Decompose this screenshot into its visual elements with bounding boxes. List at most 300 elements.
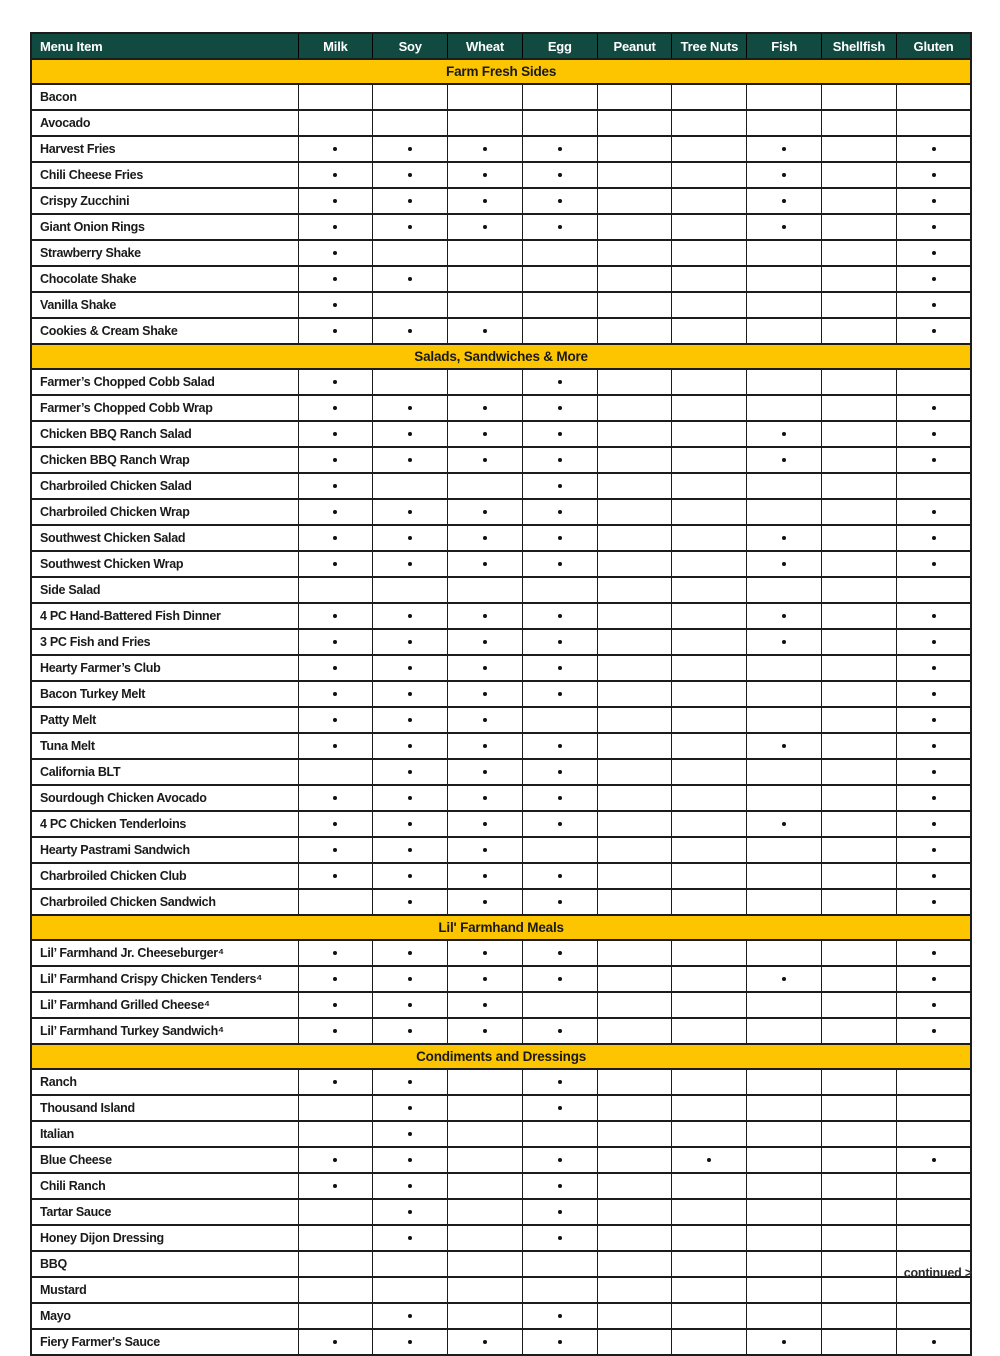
allergen-cell-soy bbox=[373, 1147, 448, 1173]
allergen-dot bbox=[408, 199, 412, 203]
menu-item-row bbox=[31, 84, 971, 110]
allergen-cell-soy bbox=[373, 1199, 448, 1225]
allergen-cell-shellfish bbox=[822, 992, 897, 1018]
allergen-cell-soy bbox=[373, 1018, 448, 1044]
allergen-cell-peanut bbox=[597, 966, 672, 992]
allergen-cell-tree-nuts bbox=[672, 966, 747, 992]
allergen-dot bbox=[932, 562, 936, 566]
allergen-cell-tree-nuts bbox=[672, 1199, 747, 1225]
allergen-cell-egg bbox=[522, 473, 597, 499]
allergen-cell-peanut bbox=[597, 759, 672, 785]
allergen-cell-soy bbox=[373, 655, 448, 681]
menu-item-name: Charbroiled Chicken Sandwich bbox=[31, 889, 298, 915]
allergen-dot bbox=[558, 1080, 562, 1084]
allergen-cell-milk bbox=[298, 110, 373, 136]
allergen-cell-shellfish bbox=[822, 110, 897, 136]
allergen-cell-milk bbox=[298, 447, 373, 473]
allergen-cell-peanut bbox=[597, 240, 672, 266]
allergen-cell-tree-nuts bbox=[672, 214, 747, 240]
allergen-cell-wheat bbox=[448, 551, 523, 577]
allergen-cell-tree-nuts bbox=[672, 992, 747, 1018]
allergen-cell-fish bbox=[747, 603, 822, 629]
allergen-cell-milk bbox=[298, 188, 373, 214]
menu-item-name: Chicken BBQ Ranch Wrap bbox=[31, 447, 298, 473]
allergen-dot bbox=[408, 225, 412, 229]
allergen-dot bbox=[333, 406, 337, 410]
allergen-cell-milk bbox=[298, 577, 373, 603]
allergen-cell-shellfish bbox=[822, 811, 897, 837]
allergen-cell-tree-nuts bbox=[672, 473, 747, 499]
allergen-cell-fish bbox=[747, 811, 822, 837]
allergen-cell-soy bbox=[373, 759, 448, 785]
allergen-cell-tree-nuts bbox=[672, 759, 747, 785]
menu-item-row bbox=[31, 811, 971, 837]
allergen-dot bbox=[333, 562, 337, 566]
allergen-cell-peanut bbox=[597, 940, 672, 966]
allergen-dot bbox=[408, 277, 412, 281]
allergen-dot bbox=[932, 718, 936, 722]
allergen-dot bbox=[782, 744, 786, 748]
allergen-cell-tree-nuts bbox=[672, 863, 747, 889]
menu-item-row bbox=[31, 214, 971, 240]
allergen-dot bbox=[483, 432, 487, 436]
menu-item-name: Avocado bbox=[31, 110, 298, 136]
allergen-cell-egg bbox=[522, 837, 597, 863]
allergen-cell-shellfish bbox=[822, 759, 897, 785]
allergen-cell-gluten bbox=[896, 110, 971, 136]
allergen-cell-peanut bbox=[597, 1069, 672, 1095]
allergen-cell-peanut bbox=[597, 811, 672, 837]
allergen-dot bbox=[932, 666, 936, 670]
allergen-cell-shellfish bbox=[822, 1225, 897, 1251]
allergen-dot bbox=[782, 458, 786, 462]
allergen-cell-milk bbox=[298, 1173, 373, 1199]
allergen-dot bbox=[782, 147, 786, 151]
allergen-cell-egg bbox=[522, 1225, 597, 1251]
allergen-cell-gluten bbox=[896, 1121, 971, 1147]
allergen-dot bbox=[483, 199, 487, 203]
allergen-cell-egg bbox=[522, 369, 597, 395]
menu-item-name: Italian bbox=[31, 1121, 298, 1147]
allergen-dot bbox=[408, 718, 412, 722]
allergen-cell-milk bbox=[298, 1095, 373, 1121]
allergen-dot bbox=[483, 329, 487, 333]
allergen-dot bbox=[333, 510, 337, 514]
allergen-cell-fish bbox=[747, 395, 822, 421]
allergen-cell-peanut bbox=[597, 889, 672, 915]
allergen-dot bbox=[333, 484, 337, 488]
allergen-cell-soy bbox=[373, 603, 448, 629]
allergen-cell-milk bbox=[298, 1251, 373, 1277]
allergen-cell-shellfish bbox=[822, 162, 897, 188]
allergen-cell-tree-nuts bbox=[672, 629, 747, 655]
allergen-cell-tree-nuts bbox=[672, 1173, 747, 1199]
menu-item-row bbox=[31, 447, 971, 473]
allergen-dot bbox=[558, 1210, 562, 1214]
allergen-cell-wheat bbox=[448, 577, 523, 603]
allergen-dot bbox=[483, 458, 487, 462]
allergen-cell-milk bbox=[298, 395, 373, 421]
allergen-cell-milk bbox=[298, 655, 373, 681]
allergen-dot bbox=[483, 173, 487, 177]
menu-item-name: Mayo bbox=[31, 1303, 298, 1329]
menu-item-name: Strawberry Shake bbox=[31, 240, 298, 266]
allergen-cell-wheat bbox=[448, 940, 523, 966]
allergen-cell-tree-nuts bbox=[672, 369, 747, 395]
allergen-cell-shellfish bbox=[822, 603, 897, 629]
allergen-cell-tree-nuts bbox=[672, 785, 747, 811]
allergen-cell-wheat bbox=[448, 1147, 523, 1173]
allergen-cell-milk bbox=[298, 214, 373, 240]
allergen-cell-wheat bbox=[448, 421, 523, 447]
allergen-dot bbox=[558, 432, 562, 436]
allergen-dot bbox=[782, 614, 786, 618]
allergen-cell-tree-nuts bbox=[672, 266, 747, 292]
allergen-cell-peanut bbox=[597, 863, 672, 889]
allergen-cell-gluten bbox=[896, 1173, 971, 1199]
menu-item-name: Charbroiled Chicken Club bbox=[31, 863, 298, 889]
allergen-dot bbox=[932, 1340, 936, 1344]
allergen-cell-peanut bbox=[597, 681, 672, 707]
allergen-cell-milk bbox=[298, 292, 373, 318]
menu-item-name: Lil’ Farmhand Jr. Cheeseburger⁴ bbox=[31, 940, 298, 966]
allergen-cell-shellfish bbox=[822, 707, 897, 733]
allergen-cell-shellfish bbox=[822, 292, 897, 318]
allergen-cell-milk bbox=[298, 966, 373, 992]
allergen-dot bbox=[932, 848, 936, 852]
allergen-cell-egg bbox=[522, 1173, 597, 1199]
menu-item-name: 3 PC Fish and Fries bbox=[31, 629, 298, 655]
allergen-dot bbox=[932, 329, 936, 333]
allergen-dot bbox=[408, 1132, 412, 1136]
allergen-cell-gluten bbox=[896, 681, 971, 707]
menu-item-name: Bacon bbox=[31, 84, 298, 110]
allergen-cell-wheat bbox=[448, 266, 523, 292]
menu-item-name: Chili Ranch bbox=[31, 1173, 298, 1199]
allergen-cell-shellfish bbox=[822, 395, 897, 421]
allergen-cell-fish bbox=[747, 889, 822, 915]
allergen-cell-fish bbox=[747, 707, 822, 733]
allergen-dot bbox=[333, 147, 337, 151]
allergen-dot bbox=[408, 406, 412, 410]
allergen-cell-milk bbox=[298, 1018, 373, 1044]
allergen-dot bbox=[932, 640, 936, 644]
allergen-cell-fish bbox=[747, 240, 822, 266]
allergen-dot bbox=[932, 1158, 936, 1162]
allergen-cell-wheat bbox=[448, 863, 523, 889]
allergen-dot bbox=[782, 977, 786, 981]
allergen-cell-tree-nuts bbox=[672, 318, 747, 344]
allergen-cell-milk bbox=[298, 551, 373, 577]
allergen-cell-soy bbox=[373, 447, 448, 473]
allergen-cell-fish bbox=[747, 318, 822, 344]
allergen-dot bbox=[558, 484, 562, 488]
allergen-cell-shellfish bbox=[822, 1095, 897, 1121]
allergen-dot bbox=[483, 822, 487, 826]
allergen-cell-fish bbox=[747, 655, 822, 681]
menu-item-row bbox=[31, 499, 971, 525]
allergen-cell-egg bbox=[522, 84, 597, 110]
allergen-dot bbox=[408, 562, 412, 566]
allergen-dot bbox=[558, 900, 562, 904]
allergen-cell-milk bbox=[298, 603, 373, 629]
allergen-cell-wheat bbox=[448, 395, 523, 421]
allergen-cell-shellfish bbox=[822, 655, 897, 681]
menu-item-row bbox=[31, 707, 971, 733]
allergen-cell-fish bbox=[747, 940, 822, 966]
allergen-cell-shellfish bbox=[822, 266, 897, 292]
allergen-cell-peanut bbox=[597, 655, 672, 681]
allergen-cell-egg bbox=[522, 110, 597, 136]
allergen-cell-egg bbox=[522, 421, 597, 447]
allergen-cell-egg bbox=[522, 577, 597, 603]
allergen-cell-wheat bbox=[448, 1069, 523, 1095]
allergen-cell-egg bbox=[522, 629, 597, 655]
menu-item-name: Vanilla Shake bbox=[31, 292, 298, 318]
allergen-dot bbox=[932, 770, 936, 774]
allergen-cell-egg bbox=[522, 1277, 597, 1303]
allergen-dot bbox=[932, 1029, 936, 1033]
allergen-cell-milk bbox=[298, 629, 373, 655]
allergen-dot bbox=[333, 614, 337, 618]
allergen-dot bbox=[932, 744, 936, 748]
allergen-cell-fish bbox=[747, 1199, 822, 1225]
allergen-cell-egg bbox=[522, 318, 597, 344]
allergen-cell-soy bbox=[373, 1225, 448, 1251]
allergen-cell-soy bbox=[373, 499, 448, 525]
column-header-wheat: Wheat bbox=[448, 33, 523, 59]
allergen-dot bbox=[408, 822, 412, 826]
menu-item-row bbox=[31, 1069, 971, 1095]
allergen-cell-fish bbox=[747, 499, 822, 525]
menu-item-row bbox=[31, 1277, 971, 1303]
menu-item-row bbox=[31, 1225, 971, 1251]
allergen-cell-wheat bbox=[448, 837, 523, 863]
allergen-cell-wheat bbox=[448, 292, 523, 318]
allergen-cell-wheat bbox=[448, 1173, 523, 1199]
allergen-dot bbox=[483, 510, 487, 514]
allergen-dot bbox=[333, 718, 337, 722]
allergen-cell-egg bbox=[522, 266, 597, 292]
allergen-cell-peanut bbox=[597, 1329, 672, 1355]
allergen-cell-peanut bbox=[597, 837, 672, 863]
allergen-cell-soy bbox=[373, 1277, 448, 1303]
allergen-dot bbox=[483, 770, 487, 774]
allergen-cell-peanut bbox=[597, 525, 672, 551]
allergen-dot bbox=[782, 822, 786, 826]
allergen-dot bbox=[483, 1340, 487, 1344]
allergen-cell-peanut bbox=[597, 266, 672, 292]
allergen-cell-soy bbox=[373, 318, 448, 344]
allergen-cell-egg bbox=[522, 1018, 597, 1044]
allergen-cell-gluten bbox=[896, 84, 971, 110]
allergen-dot bbox=[782, 173, 786, 177]
column-header-egg: Egg bbox=[522, 33, 597, 59]
allergen-dot bbox=[408, 900, 412, 904]
column-header-row bbox=[31, 33, 971, 59]
allergen-cell-gluten bbox=[896, 603, 971, 629]
menu-item-row bbox=[31, 395, 971, 421]
allergen-dot bbox=[558, 640, 562, 644]
menu-item-name: Harvest Fries bbox=[31, 136, 298, 162]
allergen-dot bbox=[333, 977, 337, 981]
allergen-cell-egg bbox=[522, 707, 597, 733]
menu-item-row bbox=[31, 603, 971, 629]
allergen-cell-fish bbox=[747, 733, 822, 759]
menu-item-row bbox=[31, 292, 971, 318]
allergen-cell-egg bbox=[522, 292, 597, 318]
menu-item-name: Mustard bbox=[31, 1277, 298, 1303]
allergen-dot bbox=[558, 406, 562, 410]
menu-item-row bbox=[31, 863, 971, 889]
allergen-cell-shellfish bbox=[822, 577, 897, 603]
menu-item-name: Tuna Melt bbox=[31, 733, 298, 759]
allergen-cell-shellfish bbox=[822, 1069, 897, 1095]
column-header-peanut: Peanut bbox=[597, 33, 672, 59]
allergen-cell-milk bbox=[298, 889, 373, 915]
menu-item-row bbox=[31, 240, 971, 266]
allergen-cell-peanut bbox=[597, 188, 672, 214]
allergen-dot bbox=[782, 432, 786, 436]
allergen-cell-shellfish bbox=[822, 1303, 897, 1329]
allergen-dot bbox=[932, 614, 936, 618]
allergen-dot bbox=[333, 1184, 337, 1188]
menu-item-row bbox=[31, 369, 971, 395]
allergen-cell-gluten bbox=[896, 811, 971, 837]
allergen-cell-soy bbox=[373, 837, 448, 863]
allergen-dot bbox=[408, 977, 412, 981]
allergen-cell-wheat bbox=[448, 811, 523, 837]
menu-item-name: Fiery Farmer's Sauce bbox=[31, 1329, 298, 1355]
allergen-cell-wheat bbox=[448, 525, 523, 551]
allergen-dot bbox=[782, 536, 786, 540]
allergen-cell-egg bbox=[522, 447, 597, 473]
allergen-cell-peanut bbox=[597, 1147, 672, 1173]
allergen-cell-wheat bbox=[448, 1121, 523, 1147]
allergen-dot bbox=[558, 770, 562, 774]
allergen-cell-wheat bbox=[448, 681, 523, 707]
allergen-cell-egg bbox=[522, 681, 597, 707]
allergen-dot bbox=[333, 951, 337, 955]
allergen-cell-gluten bbox=[896, 863, 971, 889]
allergen-cell-shellfish bbox=[822, 889, 897, 915]
allergen-dot bbox=[782, 199, 786, 203]
allergen-dot bbox=[483, 536, 487, 540]
allergen-cell-egg bbox=[522, 966, 597, 992]
allergen-dot bbox=[333, 380, 337, 384]
menu-item-row bbox=[31, 1018, 971, 1044]
allergen-dot bbox=[408, 1314, 412, 1318]
allergen-cell-peanut bbox=[597, 1018, 672, 1044]
allergen-cell-tree-nuts bbox=[672, 84, 747, 110]
allergen-cell-fish bbox=[747, 629, 822, 655]
allergen-dot bbox=[932, 432, 936, 436]
allergen-cell-gluten bbox=[896, 525, 971, 551]
menu-item-name: Cookies & Cream Shake bbox=[31, 318, 298, 344]
allergen-cell-wheat bbox=[448, 785, 523, 811]
allergen-cell-milk bbox=[298, 681, 373, 707]
menu-item-row bbox=[31, 1199, 971, 1225]
allergen-cell-shellfish bbox=[822, 499, 897, 525]
allergen-cell-wheat bbox=[448, 499, 523, 525]
allergen-cell-shellfish bbox=[822, 447, 897, 473]
allergen-cell-soy bbox=[373, 551, 448, 577]
allergen-cell-egg bbox=[522, 889, 597, 915]
menu-item-name: Honey Dijon Dressing bbox=[31, 1225, 298, 1251]
allergen-dot bbox=[558, 562, 562, 566]
allergen-dot bbox=[333, 1158, 337, 1162]
allergen-cell-wheat bbox=[448, 707, 523, 733]
allergen-cell-egg bbox=[522, 1329, 597, 1355]
allergen-cell-tree-nuts bbox=[672, 447, 747, 473]
allergen-cell-soy bbox=[373, 577, 448, 603]
menu-item-row bbox=[31, 551, 971, 577]
menu-item-row bbox=[31, 1121, 971, 1147]
allergen-cell-fish bbox=[747, 681, 822, 707]
allergen-cell-wheat bbox=[448, 629, 523, 655]
allergen-cell-fish bbox=[747, 759, 822, 785]
menu-item-name: Bacon Turkey Melt bbox=[31, 681, 298, 707]
allergen-dot bbox=[483, 900, 487, 904]
allergen-cell-egg bbox=[522, 603, 597, 629]
allergen-dot bbox=[483, 147, 487, 151]
allergen-cell-fish bbox=[747, 162, 822, 188]
allergen-cell-milk bbox=[298, 162, 373, 188]
allergen-cell-egg bbox=[522, 214, 597, 240]
menu-item-row bbox=[31, 1095, 971, 1121]
allergen-cell-peanut bbox=[597, 1225, 672, 1251]
continued-note: continued > bbox=[903, 1266, 972, 1280]
menu-item-name: BBQ bbox=[31, 1251, 298, 1277]
allergen-dot bbox=[558, 692, 562, 696]
allergen-cell-milk bbox=[298, 499, 373, 525]
allergen-cell-shellfish bbox=[822, 1173, 897, 1199]
allergen-cell-milk bbox=[298, 473, 373, 499]
allergen-dot bbox=[333, 199, 337, 203]
allergen-cell-milk bbox=[298, 837, 373, 863]
allergen-dot bbox=[558, 199, 562, 203]
allergen-cell-tree-nuts bbox=[672, 551, 747, 577]
allergen-cell-soy bbox=[373, 525, 448, 551]
allergen-cell-milk bbox=[298, 525, 373, 551]
allergen-cell-egg bbox=[522, 992, 597, 1018]
allergen-cell-shellfish bbox=[822, 837, 897, 863]
allergen-cell-fish bbox=[747, 214, 822, 240]
allergen-dot bbox=[558, 1314, 562, 1318]
allergen-cell-peanut bbox=[597, 473, 672, 499]
allergen-cell-fish bbox=[747, 188, 822, 214]
allergen-cell-milk bbox=[298, 421, 373, 447]
allergen-cell-tree-nuts bbox=[672, 240, 747, 266]
allergen-cell-soy bbox=[373, 681, 448, 707]
allergen-cell-shellfish bbox=[822, 421, 897, 447]
allergen-dot bbox=[333, 432, 337, 436]
allergen-dot bbox=[707, 1158, 711, 1162]
allergen-cell-shellfish bbox=[822, 733, 897, 759]
allergen-dot bbox=[558, 1340, 562, 1344]
column-header-soy: Soy bbox=[373, 33, 448, 59]
allergen-cell-milk bbox=[298, 1069, 373, 1095]
allergen-dot bbox=[408, 874, 412, 878]
allergen-cell-peanut bbox=[597, 1199, 672, 1225]
allergen-cell-tree-nuts bbox=[672, 603, 747, 629]
allergen-cell-fish bbox=[747, 84, 822, 110]
allergen-cell-egg bbox=[522, 811, 597, 837]
allergen-dot bbox=[782, 1340, 786, 1344]
allergen-cell-milk bbox=[298, 1277, 373, 1303]
menu-item-row bbox=[31, 1147, 971, 1173]
allergen-cell-tree-nuts bbox=[672, 707, 747, 733]
